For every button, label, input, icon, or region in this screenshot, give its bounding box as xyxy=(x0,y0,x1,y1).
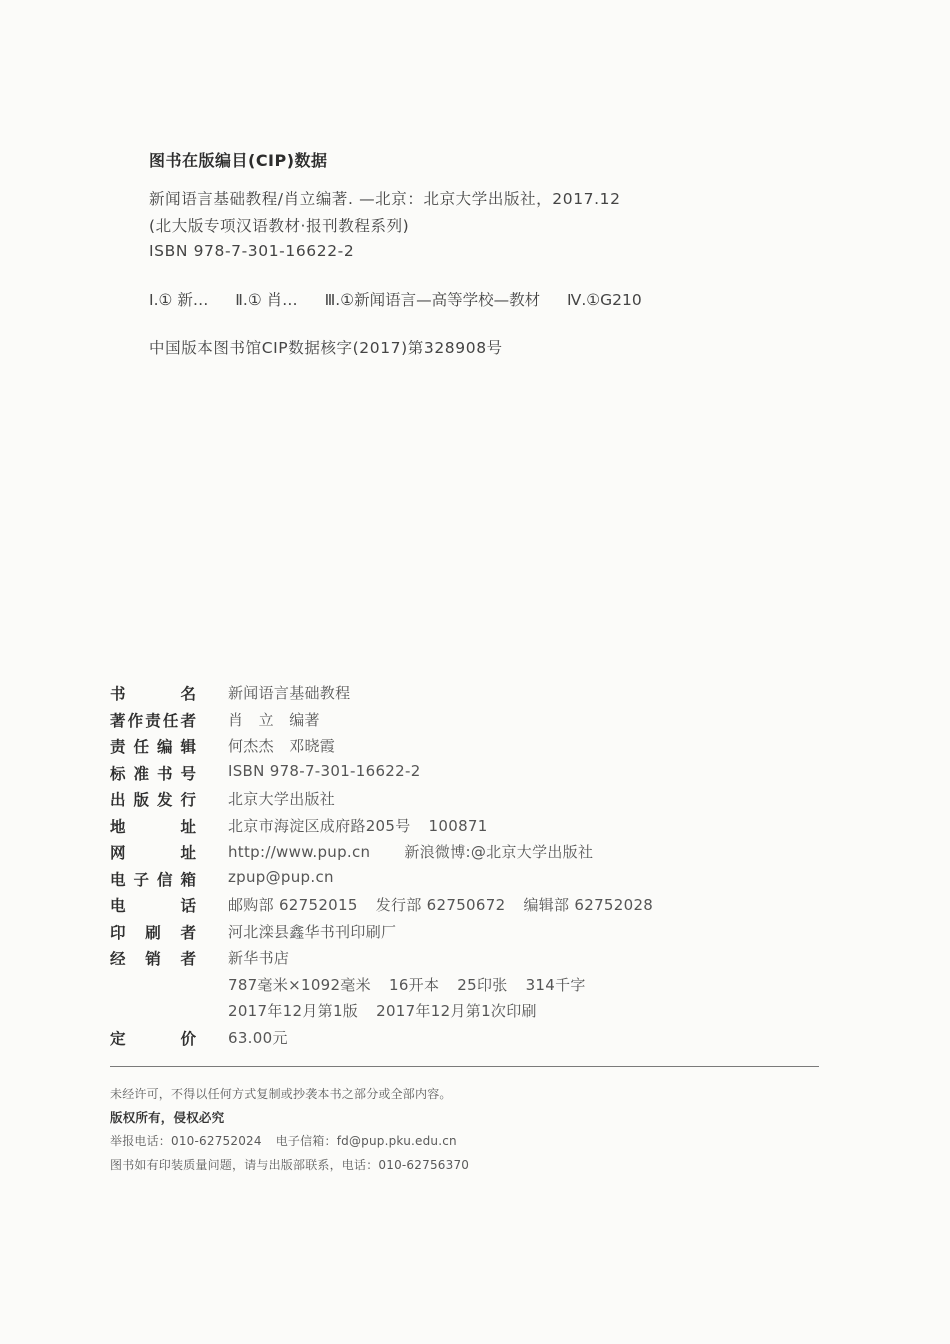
cip-classification xyxy=(149,288,664,310)
info-label: 责任编辑 xyxy=(110,738,196,756)
info-value: 2017年12月第1版 2017年12月第1次印刷 xyxy=(228,1002,537,1020)
cip-book-line: 新闻语言基础教程/肖立编著. —北京：北京大学出版社，2017.12 xyxy=(149,190,621,208)
cip-title: 图书在版编目(CIP)数据 xyxy=(149,151,328,170)
info-label: 印刷者 xyxy=(110,924,196,942)
copy-notice: 未经许可，不得以任何方式复制或抄袭本书之部分或全部内容。 xyxy=(110,1087,452,1101)
info-value: 肖 立 编著 xyxy=(228,711,320,729)
info-label: 地址 xyxy=(110,818,196,836)
info-label: 网址 xyxy=(110,844,196,862)
info-value: 新闻语言基础教程 xyxy=(228,684,351,702)
info-value: 北京市海淀区成府路205号 100871 xyxy=(228,817,488,835)
cip-class-item: Ⅳ.①G210 xyxy=(567,291,642,309)
info-value: 何杰杰 邓晓霞 xyxy=(228,737,336,755)
report-phone: 举报电话：010-62752024 xyxy=(110,1134,262,1148)
cip-class-item: Ⅲ.①新闻语言—高等学校—教材 xyxy=(324,291,541,309)
info-label: 标准书号 xyxy=(110,765,196,783)
info-value: ISBN 978-7-301-16622-2 xyxy=(228,762,421,780)
cip-series-line: (北大版专项汉语教材·报刊教程系列) xyxy=(149,217,410,235)
rights-notice: 版权所有，侵权必究 xyxy=(110,1110,225,1125)
info-label: 著作责任者 xyxy=(110,712,196,730)
info-value: 新华书店 xyxy=(228,949,290,967)
report-contact xyxy=(110,1132,471,1149)
info-label: 书名 xyxy=(110,685,196,703)
info-value: http://www.pup.cn 新浪微博:@北京大学出版社 xyxy=(228,843,594,861)
cip-class-item: Ⅱ.① 肖… xyxy=(235,291,298,309)
divider-line xyxy=(110,1066,819,1067)
info-value: zpup@pup.cn xyxy=(228,868,334,886)
info-value: 邮购部 62752015 发行部 62750672 编辑部 62752028 xyxy=(228,896,654,914)
quality-notice: 图书如有印装质量问题，请与出版部联系，电话：010-62756370 xyxy=(110,1158,470,1172)
cip-isbn: ISBN 978-7-301-16622-2 xyxy=(149,242,355,260)
cip-check-number: 中国版本图书馆CIP数据核字(2017)第328908号 xyxy=(149,339,503,357)
info-label: 经销者 xyxy=(110,950,196,968)
info-value: 北京大学出版社 xyxy=(228,790,336,808)
info-label: 出版发行 xyxy=(110,791,196,809)
info-label: 电话 xyxy=(110,897,196,915)
info-value: 787毫米×1092毫米 16开本 25印张 314千字 xyxy=(228,976,586,994)
info-value: 河北滦县鑫华书刊印刷厂 xyxy=(228,923,397,941)
info-label: 电子信箱 xyxy=(110,871,196,889)
report-email: 电子信箱：fd@pup.pku.edu.cn xyxy=(275,1134,457,1148)
cip-class-item: Ⅰ.① 新… xyxy=(149,291,209,309)
info-label: 定价 xyxy=(110,1030,196,1048)
info-value: 63.00元 xyxy=(228,1029,288,1047)
